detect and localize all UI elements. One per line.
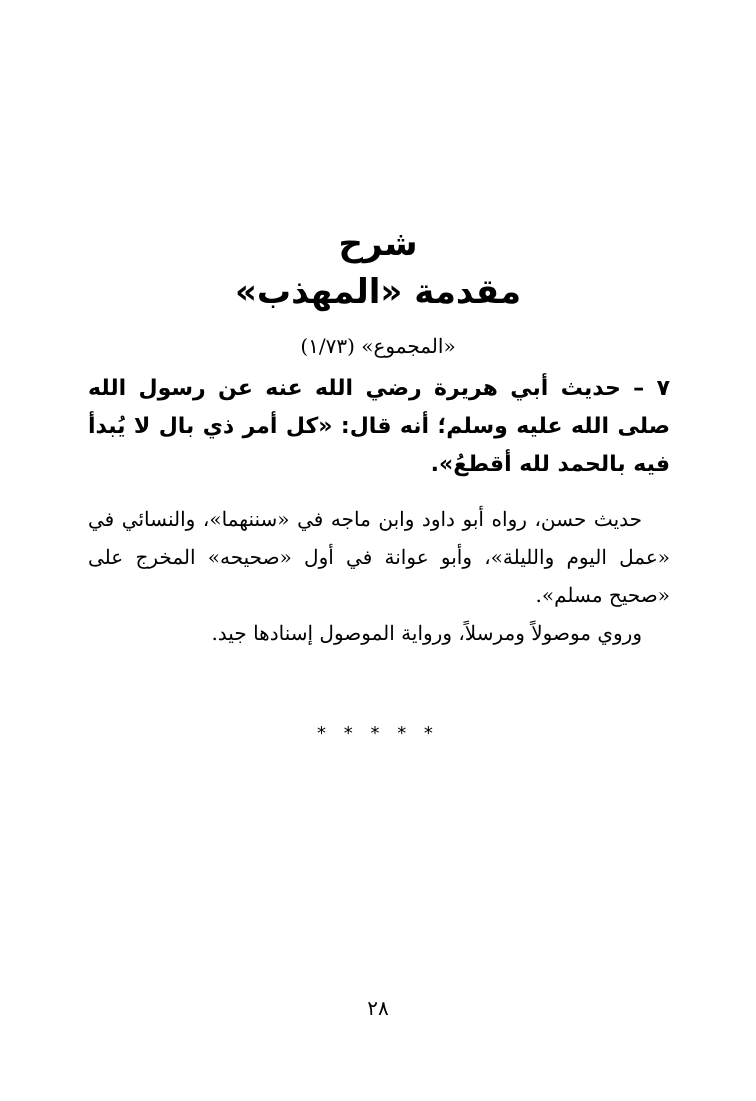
hadith-text: ٧ – حديث أبي هريرة رضي الله عنه عن رسول الله صلى الله عليه وسلم؛ أنه قال: «كل أمر ذي بال لا يُبدأ فيه بالحمد لله أقطعُ». — [88, 376, 670, 477]
section-heading-sharh: شرح — [338, 224, 418, 264]
commentary-paragraph: حديث حسن، رواه أبو داود وابن ماجه في «سننهما»، والنسائي في «عمل اليوم والليلة»، وأبو عوانة في أول «صحيحه» المخرج على «صحيح مسلم». — [88, 507, 670, 607]
commentary-paragraph: وروي موصولاً ومرسلاً، ورواية الموصول إسنادها جيد. — [211, 621, 642, 645]
page-number: ٢٨ — [367, 996, 389, 1020]
source-reference: «المجموع» (١/٧٣) — [300, 334, 456, 358]
commentary — [88, 500, 670, 652]
section-heading-muqaddimat-al-muhadhdhab: مقدمة «المهذب» — [234, 272, 522, 312]
section-separator: * * * * * — [317, 723, 439, 744]
